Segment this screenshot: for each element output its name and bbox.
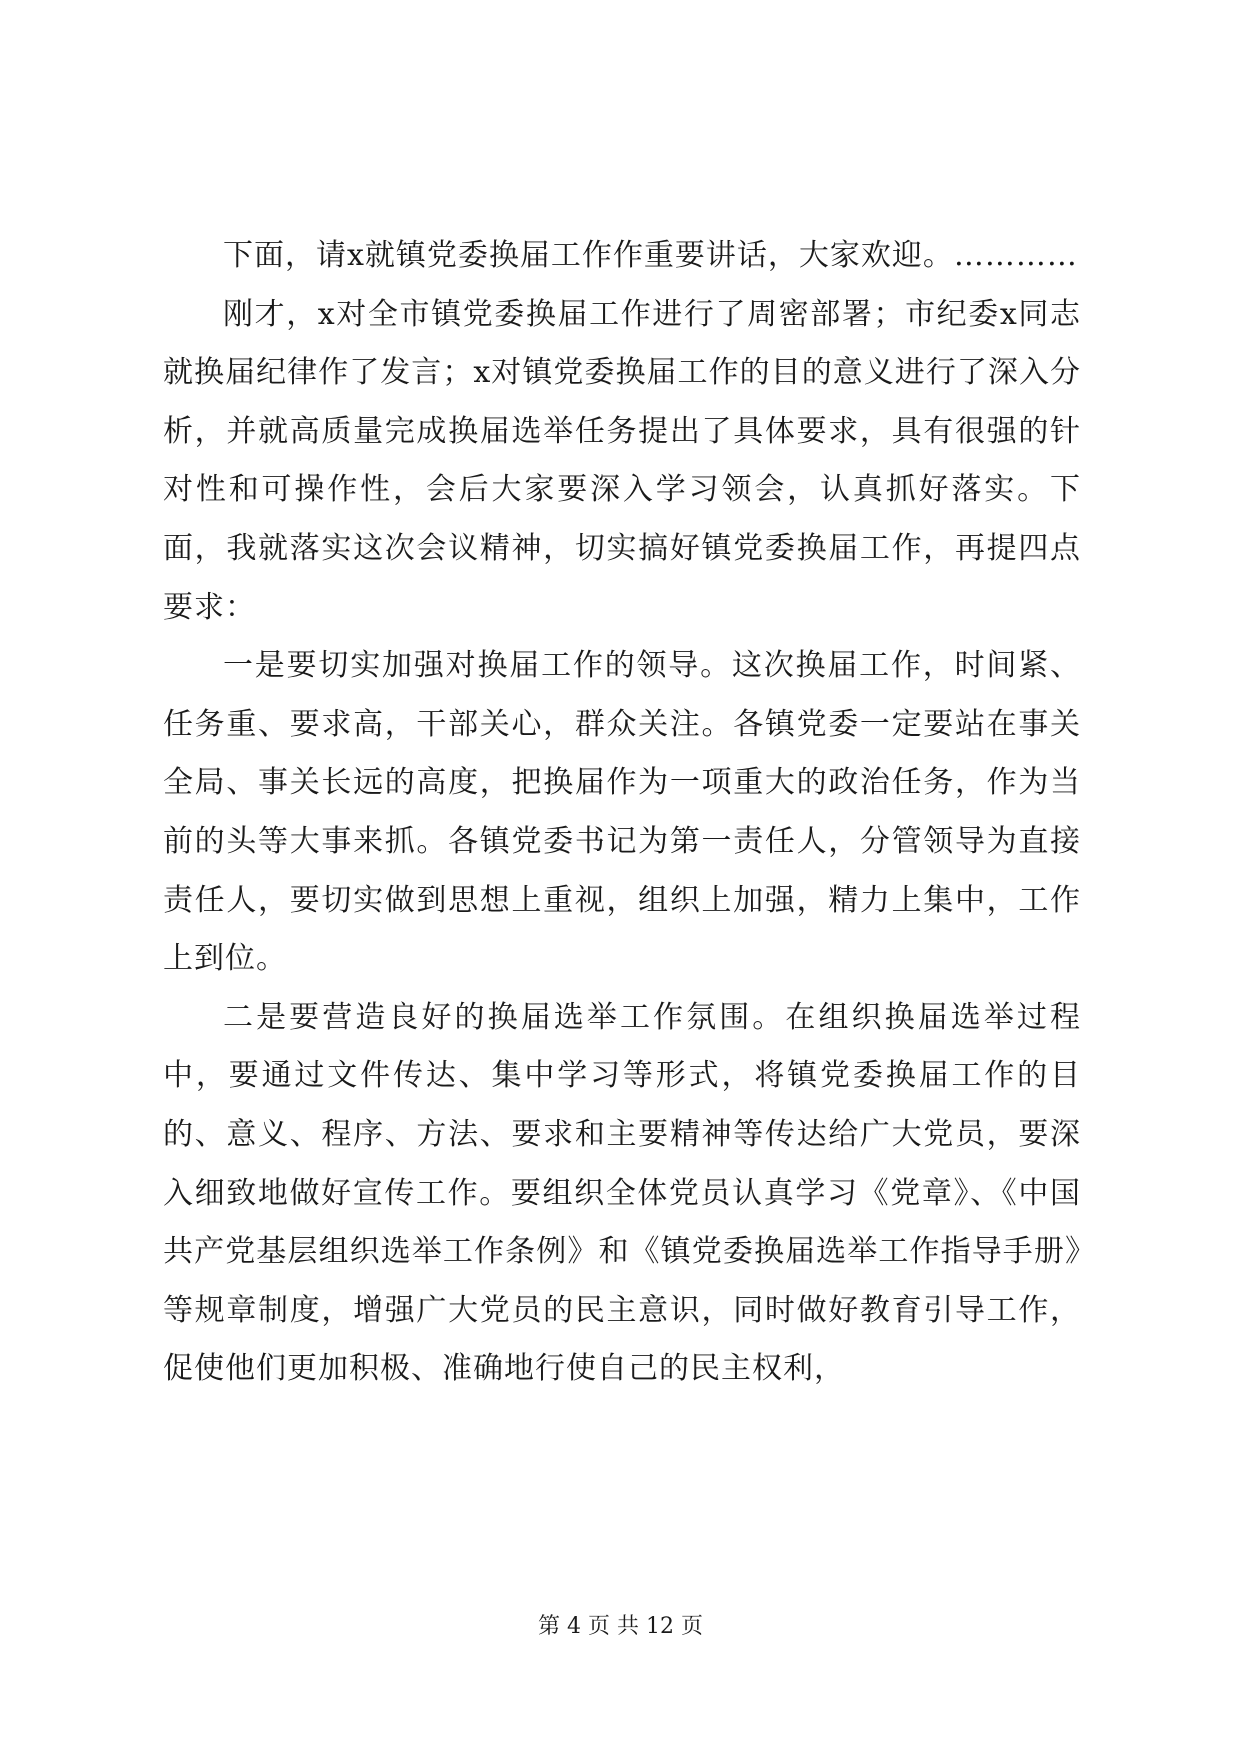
paragraph-summary: 刚才，x对全市镇党委换届工作进行了周密部署；市纪委x同志就换届纪律作了发言；x对镇党委换届工作的目的意义进行了深入分析，并就高质量完成换届选举任务提出了具体要求，具有很强的针对性和可操作性，会后大家要深入学习领会，认真抓好落实。下面，我就落实这次会议精神，切实搞好镇党委换届工作，再提四点要求： <box>163 296 1081 625</box>
paragraph-intro: 下面，请x就镇党委换届工作作重要讲话，大家欢迎。………… <box>223 238 1078 273</box>
paragraph-requirement-1: 一是要切实加强对换届工作的领导。这次换届工作，时间紧、任务重、要求高，干部关心，群众关注。各镇党委一定要站在事关全局、事关长远的高度，把换届作为一项重大的政治任务，作为当前的头等大事来抓。各镇党委书记为第一责任人，分管领导为直接责任人，要切实做到思想上重视，组织上加强，精力上集中，工作上到位。 <box>163 648 1081 977</box>
page-number-footer: 第 4 页 共 12 页 <box>538 1614 703 1639</box>
document-body <box>163 227 1081 1399</box>
paragraph-requirement-2: 二是要营造良好的换届选举工作氛围。在组织换届选举过程中，要通过文件传达、集中学习等形式，将镇党委换届工作的目的、意义、程序、方法、要求和主要精神等传达给广大党员，要深入细致地做好宣传工作。要组织全体党员认真学习《党章》、《中国共产党基层组织选举工作条例》和《镇党委换届选举工作指导手册》等规章制度，增强广大党员的民主意识，同时做好教育引导工作，促使他们更加积极、准确地行使自己的民主权利， <box>163 999 1081 1387</box>
